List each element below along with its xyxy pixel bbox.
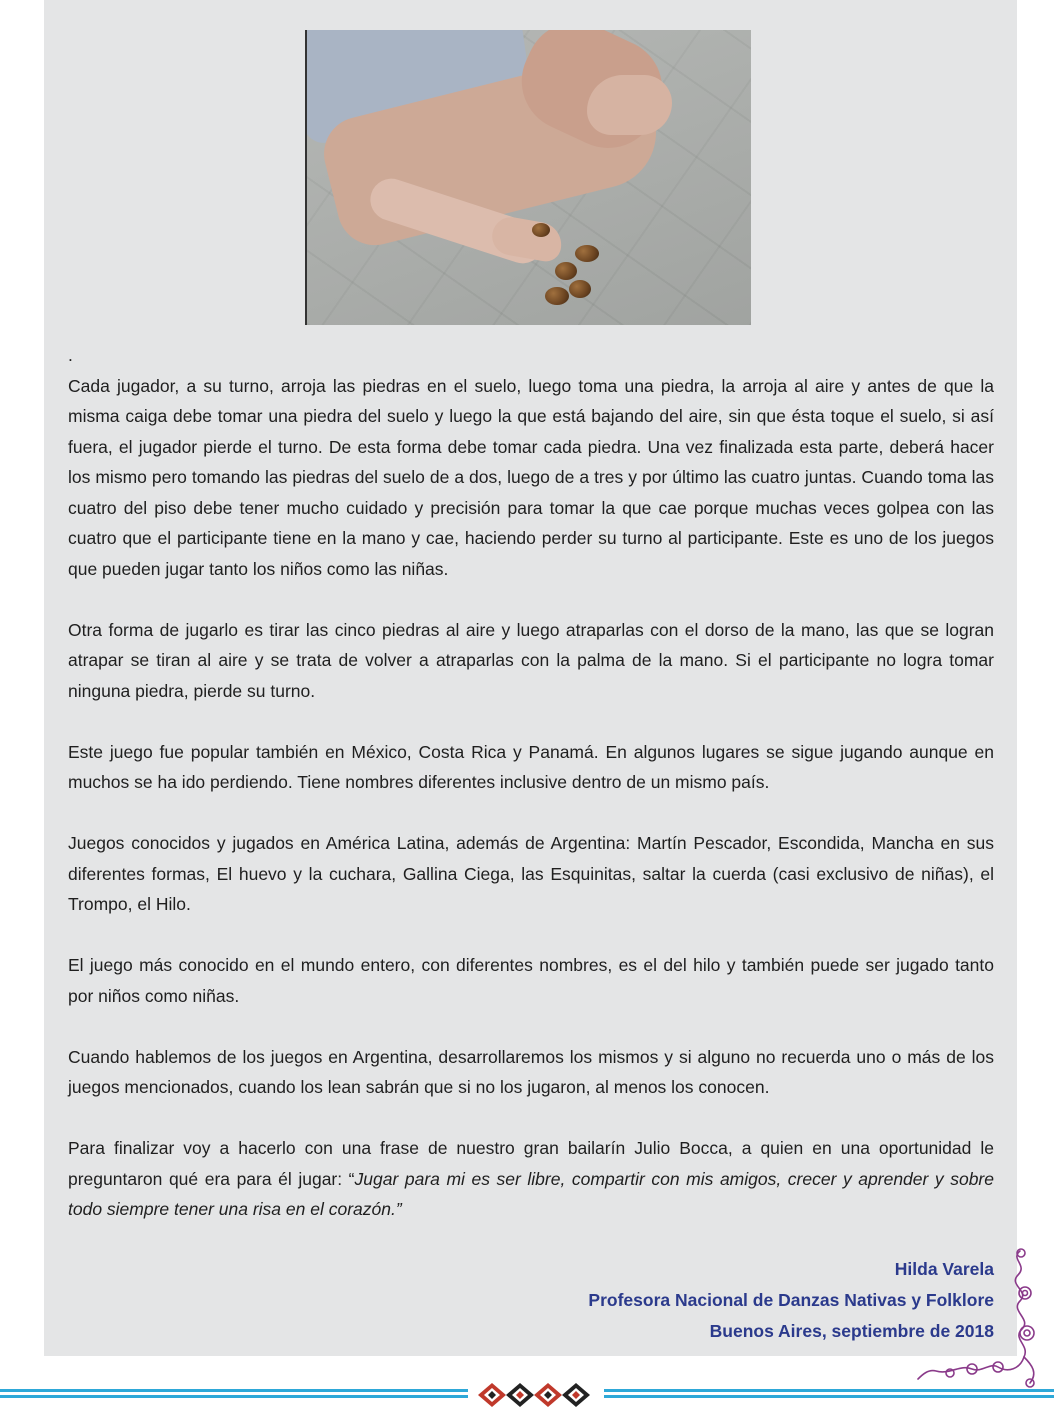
decorative-flourish-icon xyxy=(912,1245,1042,1395)
paragraph-hilo: El juego más conocido en el mundo entero, con diferentes nombres, es el del hilo y también puede ser jugado tanto por niños como niñas. xyxy=(68,955,994,1006)
paragraph-closing xyxy=(68,1133,994,1225)
footer-rule-right xyxy=(604,1389,1054,1399)
photo-stone xyxy=(555,262,577,280)
article-body xyxy=(68,340,994,1255)
stray-dot: . xyxy=(68,345,73,365)
author-name: Hilda Varela xyxy=(894,1259,994,1279)
game-photo xyxy=(305,30,751,325)
photo-stone xyxy=(575,245,599,262)
footer-ornament-icon xyxy=(478,1381,592,1409)
photo-hand-top xyxy=(587,75,672,135)
closing-intro: Para finalizar voy a hacerlo con una frase de nuestro gran bailarín Julio Bocca, a quien en una oportunidad le preguntaron qué era para él jugar: “ xyxy=(68,1138,994,1189)
place-date: Buenos Aires, septiembre de 2018 xyxy=(709,1321,994,1341)
photo-stone xyxy=(545,287,569,305)
paragraph-latin-games: Juegos conocidos y jugados en América Latina, además de Argentina: Martín Pescador, Escondida, Mancha en sus diferentes formas, El huevo y la cuchara, Gallina Ciega, las Esquinitas, saltar la cuerda (casi exclusivo de niñas), el Trompo, el Hilo. xyxy=(68,833,994,914)
photo-stone xyxy=(532,223,550,237)
paragraph-variant: Otra forma de jugarlo es tirar las cinco piedras al aire y luego atraparlas con el dorso de la mano, las que se logran atrapar se tiran al aire y se trata de volver a atraparlas con la palma de la mano. Si el participante no logra tomar ninguna piedra, pierde su turno. xyxy=(68,619,994,701)
footer-rule-left xyxy=(0,1389,468,1399)
author-title: Profesora Nacional de Danzas Nativas y Folklore xyxy=(588,1290,994,1310)
photo-stone xyxy=(569,280,591,298)
julio-bocca-quote: Jugar para mi es ser libre, compartir con mis amigos, crecer y aprender y sobre todo siempre tener una risa en el corazón.” xyxy=(68,1168,994,1219)
paragraph-rules: Cada jugador, a su turno, arroja las piedras en el suelo, luego toma una piedra, la arroja al aire y antes de que la misma caiga debe tomar una piedra del suelo y luego la que está bajando del aire, sin que ésta toque el suelo, si así fuera, el jugador pierde el turno. De esta forma debe tomar cada piedra. Una vez finalizada esta parte, deberá hacer los mismo pero tomando las piedras del suelo de a dos, luego de a tres y por último las cuatro juntas. Cuando toma las cuatro del piso debe tener mucho cuidado y precisión para tomar la que cae porque muchas veces golpea con las cuatro que el participante tiene en la mano y cae, haciendo perder su turno al participante. Este es uno de los juegos que pueden jugar tanto los niños como las niñas. xyxy=(68,375,994,579)
paragraph-argentina: Cuando hablemos de los juegos en Argentina, desarrollaremos los mismos y si alguno no recuerda uno o más de los juegos mencionados, cuando los lean sabrán que si no los jugaron, al menos los conocen. xyxy=(68,1046,994,1097)
paragraph-countries: Este juego fue popular también en México, Costa Rica y Panamá. En algunos lugares se sigue jugando aunque en muchos se ha ido perdiendo. Tiene nombres diferentes inclusive dentro de un mismo país. xyxy=(68,741,994,792)
